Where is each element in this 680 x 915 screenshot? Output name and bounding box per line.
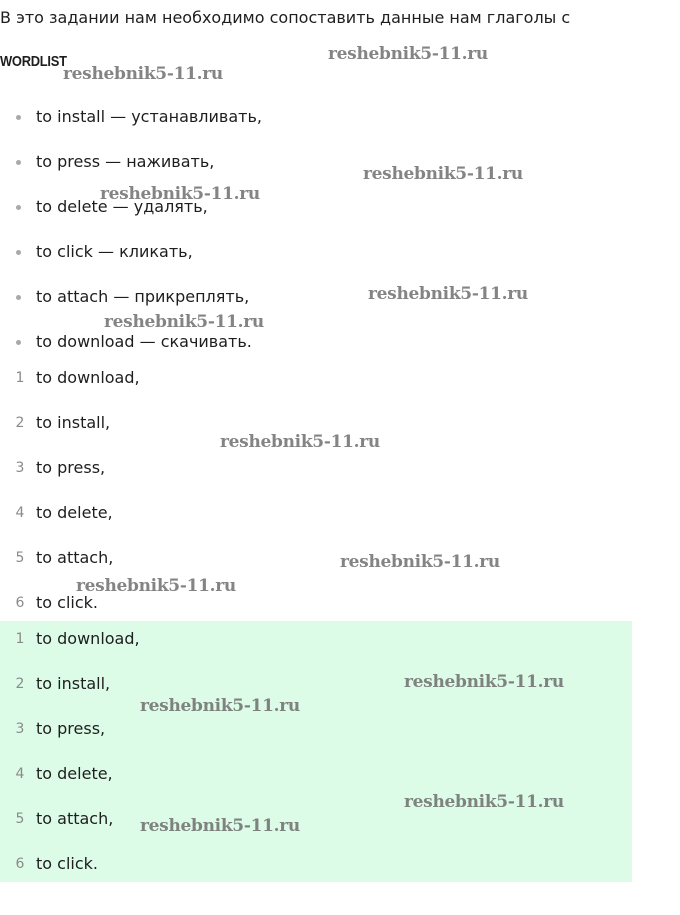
watermark: reshebnik5-11.ru [104, 312, 264, 332]
list-item-text: to delete, [36, 764, 113, 783]
list-number: 2 [15, 676, 25, 692]
watermark: reshebnik5-11.ru [63, 64, 223, 84]
list-number: 1 [15, 631, 25, 647]
list-item-text: to install, [36, 413, 111, 432]
list-item-text: to delete, [36, 503, 113, 522]
list-item-text: to click. [36, 854, 98, 873]
watermark: reshebnik5-11.ru [220, 432, 380, 452]
list-item-text: to download, [36, 629, 140, 648]
watermark: reshebnik5-11.ru [404, 672, 564, 692]
list-item-text: to download, [36, 368, 140, 387]
wordlist-item-text: to press — наживать, [36, 152, 215, 171]
intro-text: В это задании нам необходимо сопоставить данные нам глаголы с [0, 8, 571, 27]
list-item-text: to click. [36, 593, 98, 612]
answer-block [0, 621, 632, 882]
watermark: reshebnik5-11.ru [340, 552, 500, 572]
list-number: 1 [15, 370, 25, 386]
list-item-text: to press, [36, 719, 106, 738]
list-number: 5 [15, 811, 25, 827]
list-item-text: to attach, [36, 809, 114, 828]
bullet-icon [16, 295, 21, 300]
list-number: 3 [15, 460, 25, 476]
bullet-icon [16, 115, 21, 120]
wordlist-heading: WORDLIST [0, 53, 67, 70]
list-number: 6 [15, 856, 25, 872]
wordlist-item-text: to delete — удалять, [36, 197, 208, 216]
list-number: 6 [15, 595, 25, 611]
bullet-icon [16, 205, 21, 210]
watermark: reshebnik5-11.ru [368, 284, 528, 304]
list-item-text: to install, [36, 674, 111, 693]
wordlist-item-text: to download — скачивать. [36, 332, 252, 351]
list-number: 4 [15, 505, 25, 521]
list-item-text: to attach, [36, 548, 114, 567]
watermark: reshebnik5-11.ru [328, 44, 488, 64]
watermark: reshebnik5-11.ru [363, 164, 523, 184]
list-item-text: to press, [36, 458, 106, 477]
watermark: reshebnik5-11.ru [404, 792, 564, 812]
wordlist-item-text: to install — устанавливать, [36, 107, 262, 126]
watermark: reshebnik5-11.ru [140, 816, 300, 836]
list-number: 2 [15, 415, 25, 431]
watermark: reshebnik5-11.ru [76, 576, 236, 596]
bullet-icon [16, 340, 21, 345]
list-number: 3 [15, 721, 25, 737]
list-number: 4 [15, 766, 25, 782]
wordlist-item-text: to attach — прикреплять, [36, 287, 250, 306]
wordlist-item-text: to click — кликать, [36, 242, 193, 261]
bullet-icon [16, 250, 21, 255]
bullet-icon [16, 160, 21, 165]
list-number: 5 [15, 550, 25, 566]
watermark: reshebnik5-11.ru [100, 184, 260, 204]
watermark: reshebnik5-11.ru [140, 696, 300, 716]
